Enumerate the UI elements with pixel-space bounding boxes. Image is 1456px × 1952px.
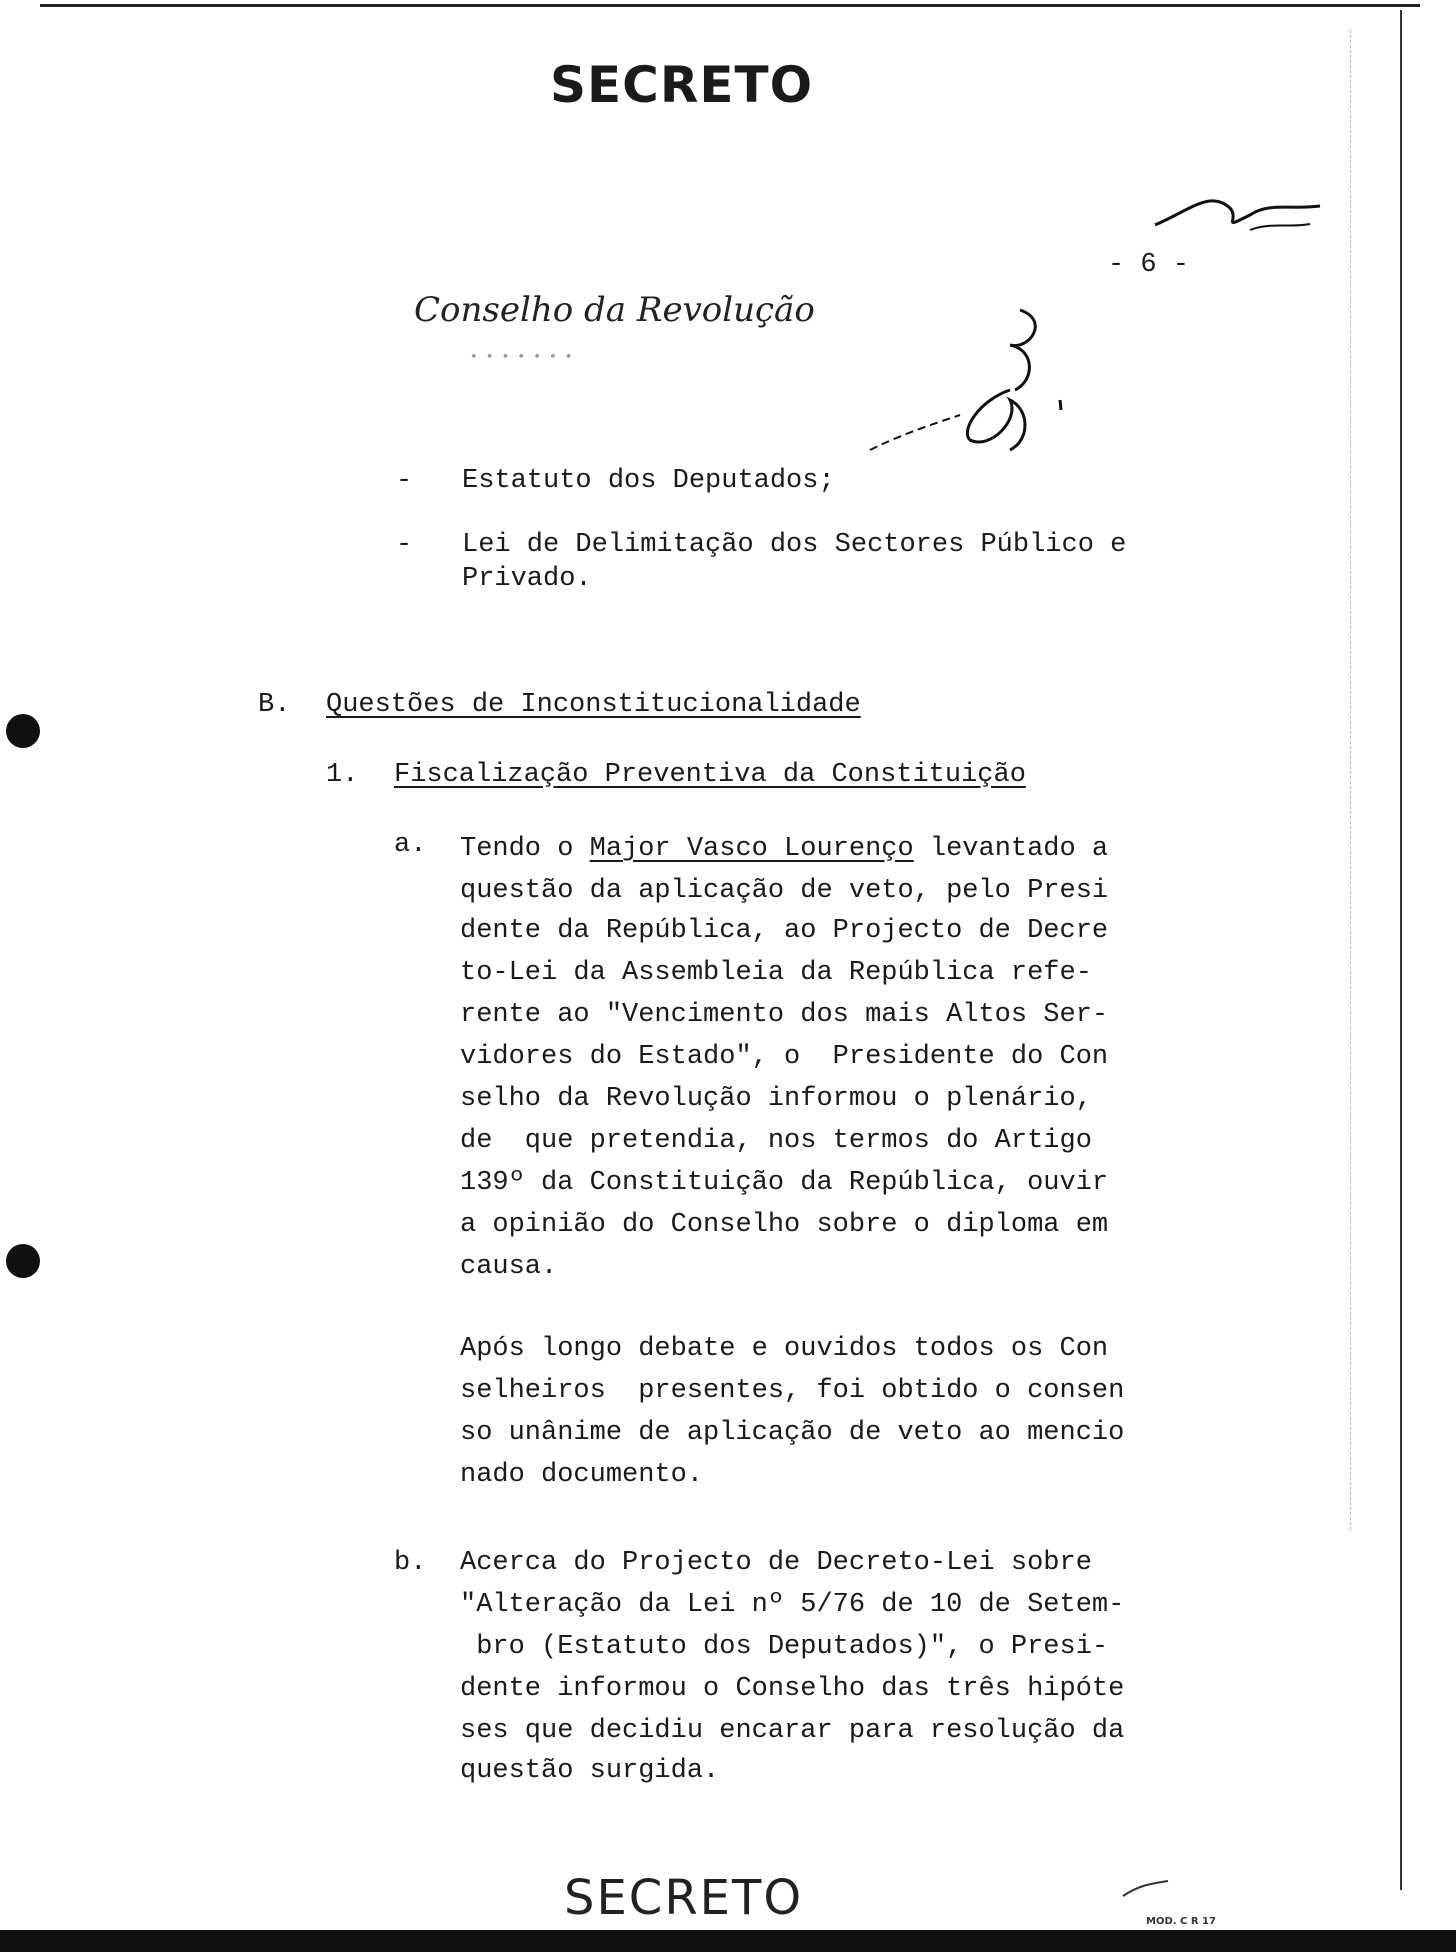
- item-a-line: to-Lei da Assembleia da República refe-: [460, 958, 1092, 988]
- item-a-line: causa.: [460, 1252, 558, 1282]
- form-code: MOD. C R 17: [1146, 1916, 1216, 1927]
- letterhead-title: Conselho da Revolução: [414, 290, 815, 330]
- item-a-line: [460, 836, 1108, 863]
- item-b-line: questão surgida.: [460, 1756, 720, 1786]
- section-title: Questões de Inconstitucionalidade: [326, 690, 861, 720]
- right-margin-line: [1400, 10, 1402, 1890]
- punch-hole-lower: [6, 1244, 40, 1278]
- item-b-line: dente informou o Conselho das três hipóte: [460, 1674, 1125, 1704]
- letterhead-faded-mark: • • • • • • •: [470, 350, 575, 365]
- item-b-line: "Alteração da Lei nº 5/76 de 10 de Setem-: [460, 1590, 1125, 1620]
- bullet-text: Estatuto dos Deputados;: [462, 466, 835, 496]
- initials-signature: [1150, 180, 1330, 260]
- item-a-line: de que pretendia, nos termos do Artigo: [460, 1126, 1092, 1156]
- classification-stamp-top: SECRETO: [550, 56, 814, 114]
- item-label: b.: [394, 1548, 427, 1578]
- section-label: B.: [258, 690, 291, 720]
- item-a-para2-line: selheiros presentes, foi obtido o consen: [460, 1376, 1125, 1406]
- item-a-para2-line: so unânime de aplicação de veto ao mencio: [460, 1418, 1125, 1448]
- page-number: - 6 -: [1108, 250, 1190, 280]
- handwritten-signature: [860, 300, 1080, 480]
- item-b-line: Acerca do Projecto de Decreto-Lei sobre: [460, 1548, 1092, 1578]
- subsection-title: Fiscalização Preventiva da Constituição: [394, 760, 1026, 790]
- subsection-label: 1.: [326, 760, 359, 790]
- item-label: a.: [394, 830, 427, 860]
- item-a-para2-line: Após longo debate e ouvidos todos os Con: [460, 1334, 1109, 1364]
- bullet-text: Privado.: [462, 564, 592, 594]
- bottom-initial-mark: [1118, 1876, 1178, 1906]
- punch-hole-upper: [6, 714, 40, 748]
- bullet-dash: -: [396, 466, 413, 496]
- item-a-line: vidores do Estado", o Presidente do Con: [460, 1042, 1109, 1072]
- item-a-line: selho da Revolução informou o plenário,: [460, 1084, 1092, 1114]
- item-a-para2-line: nado documento.: [460, 1460, 704, 1490]
- item-a-line1-pre: Tendo o: [460, 834, 590, 864]
- item-a-line1-post: levantado a: [913, 834, 1109, 864]
- item-a-line: rente ao "Vencimento dos mais Altos Ser-: [460, 1000, 1109, 1030]
- item-a-line: questão da aplicação de veto, pelo Presi: [460, 876, 1109, 906]
- item-a-line: dente da República, ao Projecto de Decre: [460, 916, 1109, 946]
- bottom-scan-band: [0, 1930, 1456, 1952]
- item-a-line: 139º da Constituição da República, ouvir: [460, 1168, 1109, 1198]
- major-name: Major Vasco Lourenço: [589, 834, 914, 864]
- bullet-text: Lei de Delimitação dos Sectores Público e: [462, 530, 1127, 560]
- bullet-dash: -: [396, 530, 413, 560]
- classification-stamp-bottom: SECRETO: [564, 1870, 804, 1926]
- item-b-line: bro (Estatuto dos Deputados)", o Presi-: [460, 1632, 1109, 1662]
- right-fold-line: [1350, 30, 1352, 1530]
- top-border-line: [40, 4, 1420, 7]
- item-b-line: ses que decidiu encarar para resolução da: [460, 1716, 1125, 1746]
- item-a-line: a opinião do Conselho sobre o diploma em: [460, 1210, 1109, 1240]
